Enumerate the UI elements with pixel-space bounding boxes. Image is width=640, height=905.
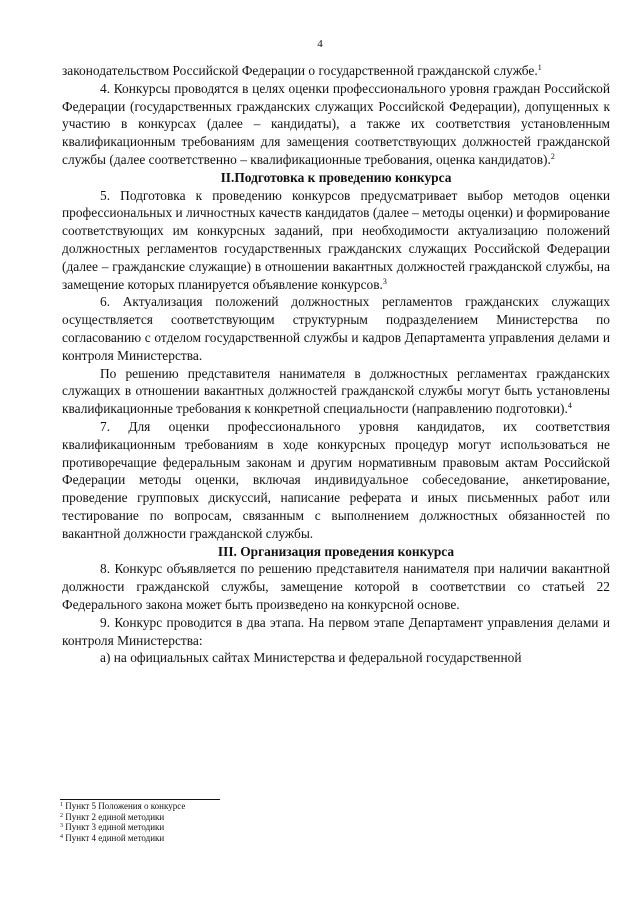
footnotes [60, 801, 360, 843]
footnote [60, 801, 360, 812]
section-heading-2: II.Подготовка к проведению конкурса [220, 169, 452, 185]
paragraph-5 [62, 187, 610, 294]
footnote-number: 2 [60, 812, 63, 819]
paragraph-9: 9. Конкурс проводится в два этапа. На первом этапе Департамент управления делами и контроля Министерства: [62, 614, 610, 648]
footnote-number: 3 [60, 823, 63, 829]
footnote-ref: 3 [382, 276, 387, 286]
footnote-text: Пункт 3 единой методики [65, 822, 165, 832]
footnote-ref: 4 [567, 401, 572, 411]
footnote-text: Пункт 4 единой методики [65, 832, 165, 843]
footnote-ref: 2 [550, 151, 555, 161]
paragraph-4 [62, 80, 610, 169]
paragraph-6-continued [62, 365, 610, 418]
paragraph-text: 4. Конкурсы проводятся в целях оценки профессионального уровня граждан Российской Федерации (государственных гражданских служащих Российской Федерации), допущенных к участию в конкурсах (далее – кандидаты), а также их соответствия установленным квалификационным требованиям для замещения соответствующих должностей гражданской службы (далее соответственно – квалификационные требования, оценка кандидатов). [62, 80, 610, 167]
footnote-separator [60, 799, 220, 800]
paragraph-8: 8. Конкурс объявляется по решению представителя нанимателя при наличии вакантной должности гражданской службы, замещение которой в соответствии со статьей 22 Федерального закона может быть произведено на конкурсной основе. [62, 561, 610, 612]
footnote-ref: 1 [537, 63, 542, 72]
section-heading-3: III. Организация проведения конкурса [217, 543, 455, 559]
paragraph-9a: а) на официальных сайтах Министерства и федеральной государственной [100, 650, 522, 666]
paragraph-text: законодательством Российской Федерации о государственной гражданской службе. [62, 63, 538, 78]
footnote-text: Пункт 2 единой методики [65, 811, 165, 822]
document-body [62, 62, 610, 667]
paragraph-7: 7. Для оценки профессионального уровня кандидатов, их соответствия квалификационным требованиям в ходе конкурсных процедур могут использоваться не противоречащие федеральным законам и другим нормативным правовым актам Российской Федерации методы оценки, включая индивидуальное собеседование, анкетирование, проведение групповых дискуссий, написание реферата и иных письменных работ или тестирование по вопросам, связанным с выполнением должностных обязанностей по вакантной должности гражданской службы. [62, 418, 610, 541]
paragraph-continuation [62, 62, 610, 80]
footnote [60, 812, 360, 823]
footnote-number: 1 [60, 802, 63, 808]
page-number: 4 [317, 38, 323, 50]
footnote-text: Пункт 5 Положения о конкурсе [65, 801, 186, 811]
footnote-number: 4 [60, 833, 63, 840]
paragraph-6: 6. Актуализация положений должностных регламентов гражданских служащих осуществляется соответствующим структурным подразделением Министерства по согласованию с отделом государственной службы и кадров Департамента управления делами и контроля Министерства. [62, 294, 610, 363]
paragraph-text: 5. Подготовка к проведению конкурсов предусматривает выбор методов оценки профессиональных и личностных качеств кандидатов (далее – методы оценки) и формирование соответствующих им конкурсных заданий, при необходимости актуализацию положений должностных регламентов государственных гражданских служащих Российской Федерации (далее – гражданские служащие) в отношении вакантных должностей гражданской службы, на замещение которых планируется объявление конкурсов. [62, 187, 610, 292]
paragraph-text: По решению представителя нанимателя в должностных регламентах гражданских служащих в отношении вакантных должностей гражданской службы могут быть установлены квалификационные требования к конкретной специальности (направлению подготовки). [62, 365, 610, 417]
footnote [60, 822, 360, 833]
footnote [60, 833, 360, 844]
